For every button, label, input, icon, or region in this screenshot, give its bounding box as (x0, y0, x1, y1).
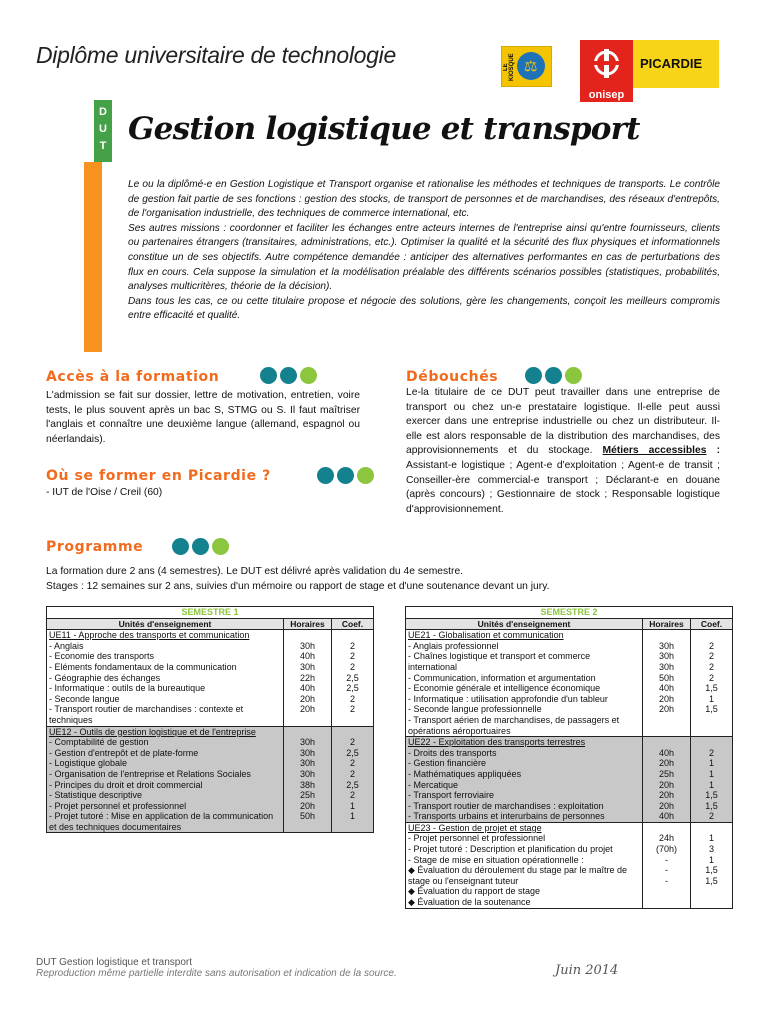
course-label: - Statistique descriptive (49, 790, 143, 801)
course-label: - Seconde langue (49, 693, 120, 704)
course-label: - Projet personnel et professionnel (49, 800, 187, 811)
course-coef: 2 (708, 672, 714, 683)
course-hours: 30h (299, 747, 316, 758)
dot-icon (172, 538, 189, 555)
metiers-label: Métiers accessibles (602, 445, 707, 457)
course-label: - Projet personnel et professionnel (408, 833, 546, 844)
course-label: - Seconde langue professionnelle (408, 704, 542, 715)
footer-date: Juin 2014 (555, 963, 619, 978)
course-hours: 40h (658, 747, 675, 758)
course-hours: 30h (299, 640, 316, 651)
onisep-region: PICARDIE (640, 56, 703, 71)
ue-block (406, 737, 733, 823)
dot-icon (525, 367, 542, 384)
intro-paragraph: Le ou la diplômé-e en Gestion Logistique et Transport organise et rationalise les méthodes et techniques de transports. Le contrôle de gestion fait partie de ses fonctions : gestion des stocks, de transport de personnes et de marchandises, des réseaux d'entrepôts, de l'organisation industrielle, des techniques de commerce international, etc. (128, 179, 720, 220)
course-hours: 50h (299, 811, 316, 822)
col-horaires: Horaires (284, 618, 332, 630)
course-coef: 1,5 (705, 800, 718, 811)
intro-paragraph: Dans tous les cas, ce ou cette titulaire propose et négocie des solutions, gère les changements, conçoit les meilleurs compromis entre efficacité et qualité. (128, 295, 720, 322)
course-hours: 20h (299, 704, 316, 715)
course-hours: 30h (299, 737, 316, 748)
course-coef: 2 (708, 661, 714, 672)
course-label: - Droits des transports (408, 747, 497, 758)
course-coef: 1 (708, 758, 714, 769)
course-coef: 2 (349, 790, 355, 801)
course-coef: 2 (708, 747, 714, 758)
metiers-text: Assistant-e logistique ; Agent-e d'exploitation ; Agent-e de transit ; Conseiller-ère commercial-e transport ; Déclarant-e en douane (après concours) ; Gestionnaire de stock ; Responsable logistique d'approvisionnement. (406, 459, 720, 515)
course-hours: 50h (658, 672, 675, 683)
course-hours: 20h (658, 704, 675, 715)
course-coef: 2,5 (346, 672, 359, 683)
course-hours: 40h (299, 651, 316, 662)
col-unites: Unités d'enseignement (406, 618, 643, 630)
course-label: - Informatique : outils de la bureautique (49, 683, 206, 694)
course-label: - Economie des transports (49, 651, 155, 662)
intro-paragraph: Ses autres missions : coordonner et faciliter les échanges entre acteurs internes de l'entreprise ainsi qu'entre fournisseurs, clients ou partenaires étrangers (transitaires, administrations, etc.). Optimiser la qualité et la sécurité des flux physiques et informationnels constitue un de ses objectifs. Autre compétence demandée : anticiper des alternatives performantes en cas de perturbations des flux en cours. Cela suppose la simulation et la modélisation préalable des différents scénarios possibles (statistiques, probabilités, analyses multicritères, théorie de la décision). (128, 222, 720, 293)
course-coef: 2 (708, 651, 714, 662)
dot-icon (337, 467, 354, 484)
course-hours: 30h (658, 640, 675, 651)
debouches-intro: Le-la titulaire de ce DUT peut travailler dans une entreprise de transport ou chez un-e prestataire logistique. Il-elle peut aussi exercer dans une entreprise industrielle ou chez un distributeur. Il-elle est alors responsable de la distribution des marchandises, des approvisionnements et du stockage. (406, 387, 720, 457)
course-coef: 1 (349, 811, 355, 822)
course-label: - Mathématiques appliquées (408, 768, 522, 779)
course-hours: 30h (299, 661, 316, 672)
course-hours: 38h (299, 779, 316, 790)
col-coef: Coef. (691, 618, 733, 630)
acces-dots (260, 367, 317, 384)
course-hours: - (665, 875, 668, 886)
course-label: - Anglais professionnel (408, 640, 499, 651)
course-label: - Informatique : utilisation approfondie d'un tableur (408, 693, 608, 704)
course-label: - Transport routier de marchandises : exploitation (408, 800, 604, 811)
programme-line2: Stages : 12 semaines sur 2 ans, suivies d'un mémoire ou rapport de stage et d'une soutenance devant un jury. (46, 581, 550, 592)
ue-title: UE23 - Gestion de projet et stage (408, 822, 542, 833)
course-hours: 20h (299, 693, 316, 704)
programme-dots (172, 538, 229, 555)
course-hours: 20h (658, 790, 675, 801)
course-coef: 1 (708, 854, 714, 865)
course-hours: 40h (658, 811, 675, 822)
ue-block (406, 630, 733, 737)
ou-former-text: - IUT de l'Oise / Creil (60) (46, 487, 163, 498)
col-horaires: Horaires (643, 618, 691, 630)
course-label: - Principes du droit et droit commercial (49, 779, 203, 790)
course-label: - Comptabilité de gestion (49, 737, 149, 748)
dot-icon (545, 367, 562, 384)
course-coef: 1,5 (705, 875, 718, 886)
course-label: - Géographie des échanges (49, 672, 161, 683)
course-label: - Projet tutoré : Mise en application de la communication et des techniques documentaires (49, 811, 274, 832)
debouches-title: Débouchés (406, 369, 499, 385)
course-label: - Eléments fondamentaux de la communication (49, 661, 237, 672)
course-coef: 2 (349, 704, 355, 715)
dut-side-bar (84, 100, 112, 352)
semestre1-title: SEMESTRE 1 (47, 607, 374, 619)
course-coef: 2,5 (346, 779, 359, 790)
course-label: - Logistique globale (49, 758, 128, 769)
ou-former-title: Où se former en Picardie ? (46, 468, 271, 484)
course-coef: 2,5 (346, 747, 359, 758)
course-hours: 20h (658, 693, 675, 704)
col-unites: Unités d'enseignement (47, 618, 284, 630)
course-label: ◆ Évaluation de la soutenance (408, 897, 531, 908)
dot-icon (280, 367, 297, 384)
col-coef: Coef. (332, 618, 374, 630)
course-label: - Anglais (49, 640, 84, 651)
course-coef: 2 (349, 640, 355, 651)
course-hours: - (665, 865, 668, 876)
course-coef: 2,5 (346, 683, 359, 694)
ue-block (47, 726, 374, 833)
course-hours: 20h (658, 800, 675, 811)
course-hours: 30h (299, 758, 316, 769)
course-label: - Organisation de l'entreprise et Relations Sociales (49, 768, 251, 779)
onisep-logo (580, 40, 719, 102)
course-hours: 25h (658, 768, 675, 779)
course-label: - Projet tutoré : Description et planification du projet (408, 844, 613, 855)
onisep-mark-icon (592, 47, 621, 80)
onisep-brand: onisep (580, 88, 633, 102)
kiosque-label: LE KIOSQUE (503, 53, 515, 81)
course-coef: 1,5 (705, 865, 718, 876)
semestre2-table (405, 606, 733, 909)
course-coef: 2 (349, 693, 355, 704)
main-title: Gestion logistique et transport (128, 111, 640, 147)
ue-title: UE22 - Exploitation des transports terrestres (408, 737, 586, 748)
course-coef: 2 (708, 811, 714, 822)
course-label: - Transports urbains et interurbains de personnes (408, 811, 605, 822)
course-hours: 25h (299, 790, 316, 801)
course-coef: 1 (708, 768, 714, 779)
course-coef: 1 (708, 779, 714, 790)
course-coef: 1 (349, 800, 355, 811)
course-hours: 30h (658, 651, 675, 662)
top-title: Diplôme universitaire de technologie (36, 42, 396, 68)
course-coef: 2 (349, 737, 355, 748)
course-hours: 22h (299, 672, 316, 683)
course-hours: 30h (299, 768, 316, 779)
dot-icon (300, 367, 317, 384)
dot-icon (212, 538, 229, 555)
ou-former-dots (317, 467, 374, 484)
course-label: - Communication, information et argumentation (408, 672, 596, 683)
course-coef: 1 (708, 693, 714, 704)
footer-copyright: Reproduction même partielle interdite sans autorisation et indication de la source. (36, 968, 397, 979)
course-label: - Chaînes logistique et transport et commerce international (408, 651, 591, 672)
course-label: - Transport aérien de marchandises, de passagers et opérations aéroportuaires (408, 714, 620, 736)
semestre1-table (46, 606, 374, 833)
ue-title: UE12 - Outils de gestion logistique et de l'entreprise (49, 726, 256, 737)
footer-title: DUT Gestion logistique et transport (36, 957, 193, 968)
ue-title: UE11 - Approche des transports et communication (49, 630, 250, 641)
scale-icon: ⚖ (524, 57, 538, 75)
course-coef: 1 (708, 833, 714, 844)
dut-letters: D U T (99, 106, 107, 152)
course-label: - Transport ferroviaire (408, 790, 495, 801)
course-coef: 1,5 (705, 683, 718, 694)
course-hours: 24h (658, 833, 675, 844)
course-coef: 1,5 (705, 704, 718, 715)
course-hours: 40h (299, 683, 316, 694)
acces-text: L'admission se fait sur dossier, lettre de motivation, entretien, voire tests, le plus souvent après un bac S, STMG ou S. Il faut maîtriser l'anglais et connaître une deuxième langue (allemand, espagnol ou néerlandais). (46, 390, 360, 445)
course-hours: 20h (658, 758, 675, 769)
course-label: - Economie générale et intelligence économique (408, 683, 601, 694)
programme-line1: La formation dure 2 ans (4 semestres). Le DUT est délivré après validation du 4e semestre. (46, 566, 464, 577)
debouches-text (406, 386, 720, 517)
course-coef: 2 (349, 768, 355, 779)
dot-icon (357, 467, 374, 484)
course-coef: 2 (349, 661, 355, 672)
course-hours: - (665, 854, 668, 865)
semestre2-title: SEMESTRE 2 (406, 607, 733, 619)
programme-title: Programme (46, 539, 144, 555)
dot-icon (192, 538, 209, 555)
course-coef: 3 (708, 844, 714, 855)
course-label: - Transport routier de marchandises : contexte et techniques (49, 704, 244, 725)
course-coef: 2 (708, 640, 714, 651)
kiosque-logo (501, 46, 552, 87)
course-label: - Mercatique (408, 779, 459, 790)
course-label: - Gestion d'entrepôt et de plate-forme (49, 747, 199, 758)
intro-text (128, 178, 720, 324)
course-hours: 30h (658, 661, 675, 672)
course-label: - Stage de mise en situation opérationnelle : (408, 854, 584, 865)
dot-icon (260, 367, 277, 384)
course-label: ◆ Évaluation du déroulement du stage par le maître de stage ou l'enseignant tuteur (408, 865, 628, 886)
acces-title: Accès à la formation (46, 369, 220, 385)
dot-icon (317, 467, 334, 484)
course-coef: 1,5 (705, 790, 718, 801)
course-hours: 40h (658, 683, 675, 694)
course-label: - Gestion financière (408, 758, 487, 769)
ue-block (47, 630, 374, 726)
course-label: ◆ Évaluation du rapport de stage (408, 886, 541, 897)
ue-block (406, 822, 733, 908)
metiers-sep: : (706, 445, 720, 457)
course-coef: 2 (349, 651, 355, 662)
course-hours: 20h (299, 800, 316, 811)
course-hours: (70h) (655, 844, 677, 855)
debouches-dots (525, 367, 582, 384)
course-coef: 2 (349, 758, 355, 769)
ue-title: UE21 - Globalisation et communication (408, 630, 564, 641)
dot-icon (565, 367, 582, 384)
course-hours: 20h (658, 779, 675, 790)
